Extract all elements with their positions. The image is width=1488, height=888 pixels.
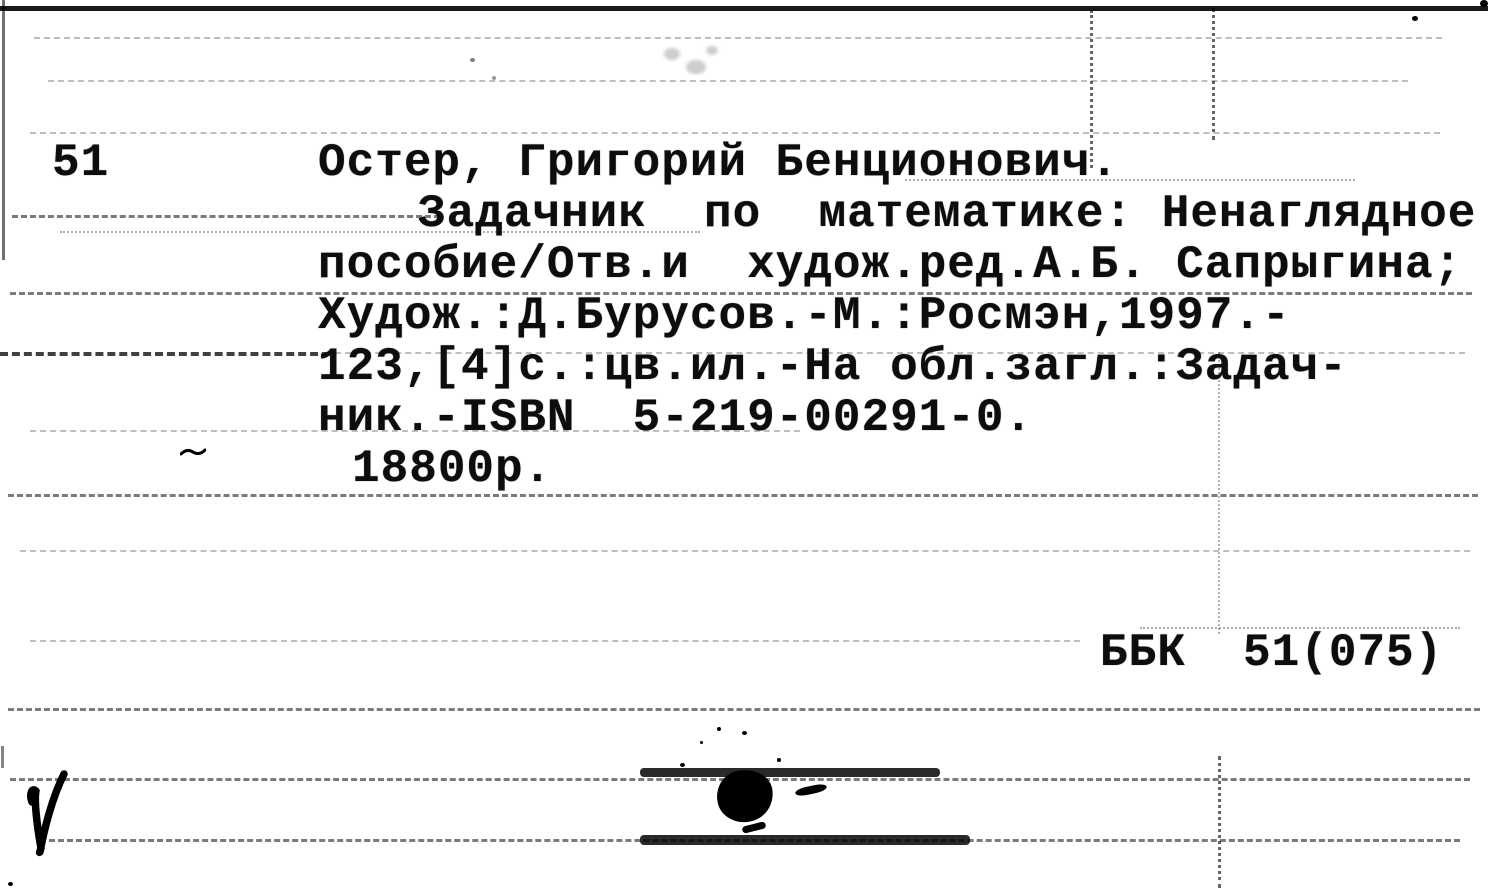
bbk-index: ББК 51(075) <box>1100 627 1444 679</box>
scan-smudge <box>686 60 706 74</box>
scan-smudge <box>664 48 680 60</box>
ink-speck <box>717 727 721 731</box>
vertical-rule <box>1212 8 1215 140</box>
entry-line-title: Задачник по математике: Ненаглядное <box>418 188 1477 240</box>
handwritten-tilde-mark <box>180 446 206 458</box>
vertical-rule <box>1 746 4 768</box>
ink-smear <box>640 768 940 777</box>
hole-punch-arc <box>795 783 828 797</box>
scan-smudge <box>706 46 718 55</box>
ruled-line <box>0 352 330 356</box>
ruled-line-top-border <box>0 6 1488 11</box>
vertical-rule <box>1218 756 1221 888</box>
ink-speck <box>1480 0 1488 7</box>
ink-speck <box>777 758 781 762</box>
entry-line-isbn: ник.-ISBN 5-219-00291-0. <box>318 392 1034 444</box>
ink-speck <box>470 58 475 62</box>
ink-speck <box>742 731 747 735</box>
entry-line-imprint: Худож.:Д.Бурусов.-М.:Росмэн,1997.- <box>318 290 1291 342</box>
ink-speck <box>8 882 13 886</box>
entry-line-subtitle-editors: пособие/Отв.и худож.ред.А.Б. Сапрыгина; <box>318 239 1463 291</box>
ink-speck <box>680 763 685 767</box>
entry-line-collation: 123,[4]с.:цв.ил.-На обл.загл.:Задач- <box>318 341 1348 393</box>
ruled-line <box>30 132 1440 134</box>
vertical-rule-left-edge <box>2 0 5 260</box>
ink-speck <box>492 76 496 80</box>
classification-number: 51 <box>52 137 110 189</box>
ink-speck <box>700 741 703 744</box>
ruled-line <box>30 640 1080 642</box>
ink-smear <box>640 835 970 845</box>
ruled-line <box>8 708 1480 711</box>
hole-punch-tail <box>742 821 767 834</box>
catalog-entry <box>318 138 1476 495</box>
ink-speck <box>1412 16 1418 21</box>
ruled-line <box>20 550 1470 552</box>
checkmark-icon <box>24 768 70 860</box>
entry-line-price: 18800р. <box>352 443 553 495</box>
ruled-line <box>34 37 1442 39</box>
entry-line-author: Остер, Григорий Бенционович. <box>318 137 1119 189</box>
ruled-line <box>48 80 1408 82</box>
